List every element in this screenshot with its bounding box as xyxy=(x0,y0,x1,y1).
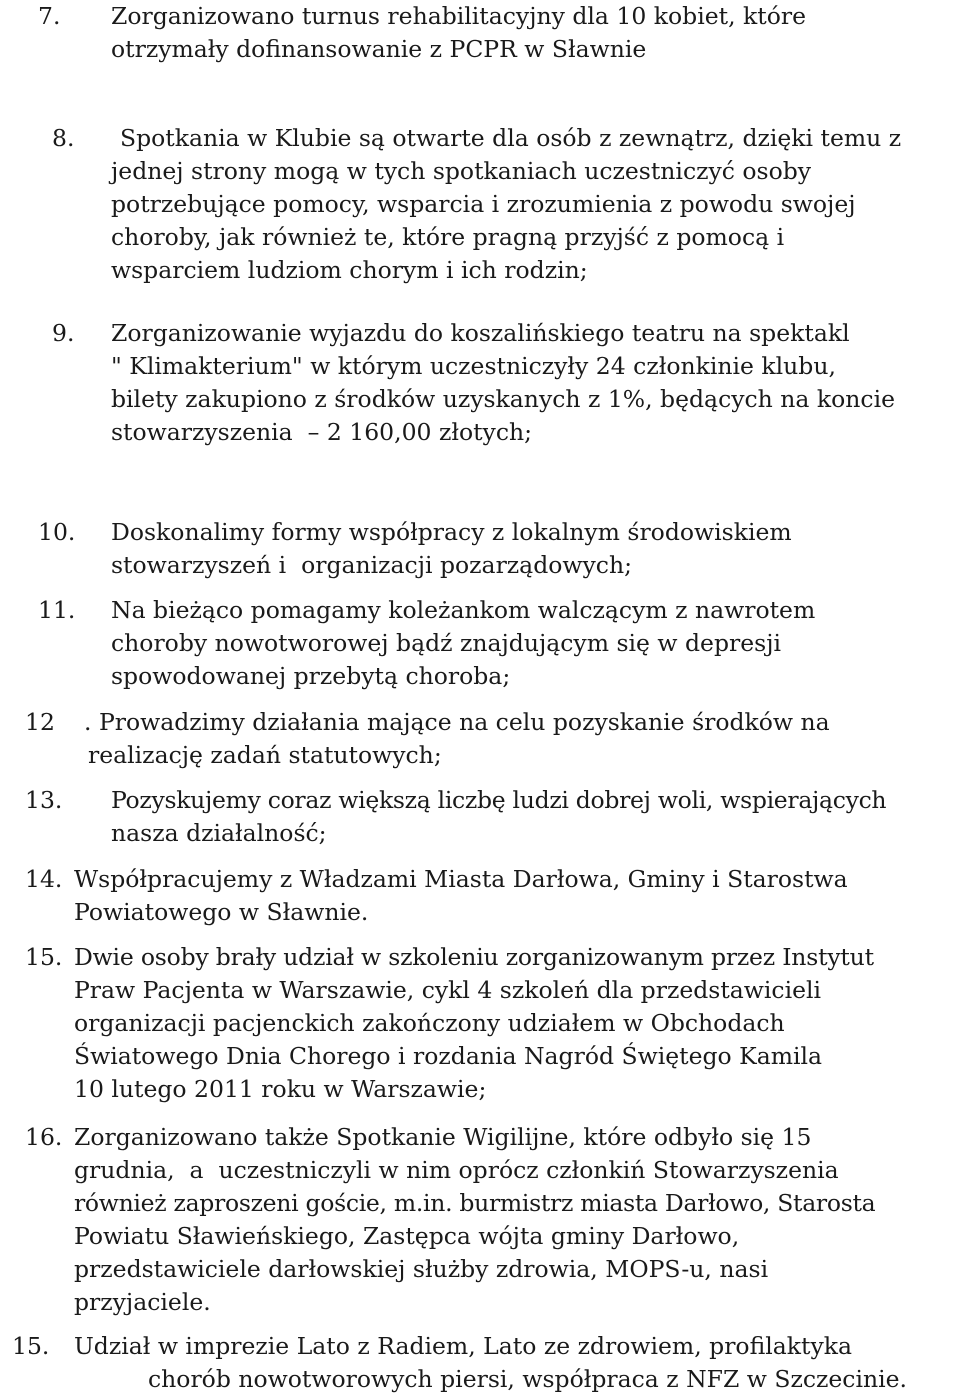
item-text-line: Powiatowego w Sławnie. xyxy=(74,898,369,926)
item-text-line: bilety zakupiono z środków uzyskanych z 1%, będących na koncie xyxy=(111,385,895,413)
item-text-line: nasza działalność; xyxy=(111,819,327,847)
list-number: 7. xyxy=(38,2,61,30)
item-text-line: Na bieżąco pomagamy koleżankom walczącym z nawrotem xyxy=(111,596,816,624)
item-text-line: Dwie osoby brały udział w szkoleniu zorganizowanym przez Instytut xyxy=(74,943,874,971)
item-text-line: Zorganizowanie wyjazdu do koszalińskiego teatru na spektakl xyxy=(111,319,850,347)
item-text-line: Doskonalimy formy współpracy z lokalnym środowiskiem xyxy=(111,518,792,546)
list-number: 16. xyxy=(25,1123,63,1151)
list-number: 15. xyxy=(25,943,63,971)
item-text-line: potrzebujące pomocy, wsparcia i zrozumienia z powodu swojej xyxy=(111,190,856,218)
item-text-line: wsparciem ludziom chorym i ich rodzin; xyxy=(111,256,588,284)
list-number: 12 xyxy=(25,708,55,736)
item-text-line: przyjaciele. xyxy=(74,1288,211,1316)
list-number: 11. xyxy=(38,596,76,624)
list-number: 9. xyxy=(52,319,75,347)
list-number: 15. xyxy=(12,1332,50,1360)
item-text-line: Powiatu Sławieńskiego, Zastępca wójta gminy Darłowo, xyxy=(74,1222,740,1250)
item-text-line: organizacji pacjenckich zakończony udziałem w Obchodach xyxy=(74,1009,785,1037)
item-text-line: " Klimakterium" w którym uczestniczyły 24 członkinie klubu, xyxy=(111,352,836,380)
item-text-line: Udział w imprezie Lato z Radiem, Lato ze zdrowiem, profilaktyka xyxy=(74,1332,852,1360)
item-text-line: Pozyskujemy coraz większą liczbę ludzi dobrej woli, wspierających xyxy=(111,786,887,814)
item-text-line: stowarzyszenia – 2 160,00 złotych; xyxy=(111,418,533,446)
item-text-line: spowodowanej przebytą choroba; xyxy=(111,662,511,690)
item-text-line: jednej strony mogą w tych spotkaniach uczestniczyć osoby xyxy=(111,157,812,185)
list-number: 13. xyxy=(25,786,63,814)
item-text-line: Współpracujemy z Władzami Miasta Darłowa, Gminy i Starostwa xyxy=(74,865,848,893)
item-text-line: choroby, jak również te, które pragną przyjść z pomocą i xyxy=(111,223,785,251)
list-number: 10. xyxy=(38,518,76,546)
item-text-line: Praw Pacjenta w Warszawie, cykl 4 szkoleń dla przedstawicieli xyxy=(74,976,822,1004)
item-text-line: otrzymały dofinansowanie z PCPR w Sławnie xyxy=(111,35,647,63)
item-text-line: również zaproszeni goście, m.in. burmistrz miasta Darłowo, Starosta xyxy=(74,1189,876,1217)
item-text-line: przedstawiciele darłowskiej służby zdrowia, MOPS-u, nasi xyxy=(74,1255,769,1283)
item-text-line: 10 lutego 2011 roku w Warszawie; xyxy=(74,1075,487,1103)
item-text-line: Spotkania w Klubie są otwarte dla osób z zewnątrz, dzięki temu z xyxy=(120,124,902,152)
item-text-line: Zorganizowano turnus rehabilitacyjny dla 10 kobiet, które xyxy=(111,2,806,30)
item-text-line: Światowego Dnia Chorego i rozdania Nagród Świętego Kamila xyxy=(74,1042,823,1070)
item-text-line: realizację zadań statutowych; xyxy=(88,741,442,769)
item-text-line: Zorganizowano także Spotkanie Wigilijne, które odbyło się 15 xyxy=(74,1123,812,1151)
list-number: 8. xyxy=(52,124,75,152)
item-text-line: stowarzyszeń i organizacji pozarządowych; xyxy=(111,551,632,579)
item-text-line: grudnia, a uczestniczyli w nim oprócz członkiń Stowarzyszenia xyxy=(74,1156,839,1184)
list-number: 14. xyxy=(25,865,63,893)
item-text-line: chorób nowotworowych piersi, współpraca z NFZ w Szczecinie. xyxy=(148,1365,907,1393)
item-text-line: . Prowadzimy działania mające na celu pozyskanie środków na xyxy=(84,708,830,736)
item-text-line: choroby nowotworowej bądź znajdującym się w depresji xyxy=(111,629,781,657)
